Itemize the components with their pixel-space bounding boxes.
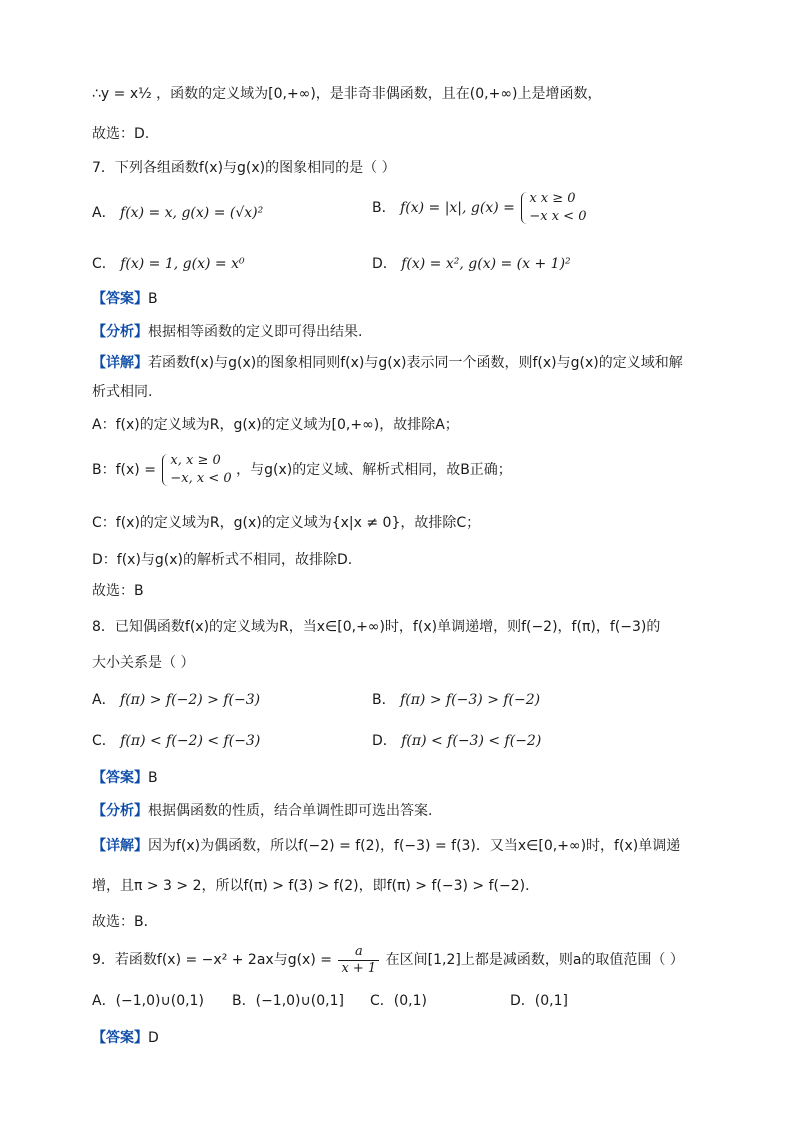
q7-analysis (92, 322, 362, 342)
answer-value: B (148, 291, 158, 307)
fraction (338, 944, 379, 977)
question-9 (92, 942, 684, 978)
analysis-text: 根据偶函数的性质，结合单调性即可选出答案. (148, 803, 433, 819)
q9-suffix: 在区间[1,2]上都是减函数，则a的取值范围（ ） (385, 952, 684, 968)
answer-tag: 【答案】 (92, 1030, 148, 1046)
fraction-denominator: x + 1 (341, 960, 377, 976)
q7-detail (92, 353, 683, 373)
answer-tag: 【答案】 (92, 291, 148, 307)
q7-option-a (92, 203, 263, 223)
question-8-cont: 大小关系是（ ） (92, 655, 195, 671)
prev-selection: 故选：D. (92, 126, 150, 142)
q7-option-b (372, 190, 586, 226)
option-label: A． (92, 692, 116, 708)
analysis-text: 根据相等函数的定义即可得出结果. (148, 324, 363, 340)
question-7: 7．下列各组函数f(x)与g(x)的图象相同的是（ ） (92, 160, 396, 176)
q8-selection: 故选：B． (92, 914, 158, 930)
option-formula: f(x) = x, g(x) = (√x)² (120, 205, 264, 221)
q7-option-c (92, 254, 245, 274)
q7-selection: 故选：B (92, 583, 144, 599)
q8-answer (92, 768, 158, 788)
q7-detail-b (92, 450, 512, 490)
detail-tag: 【详解】 (92, 838, 148, 854)
option-formula: f(x) = |x|, g(x) = (400, 200, 515, 216)
prev-solution-line: ∴y = x½ ，函数的定义域为[0,+∞)，是非奇非偶函数，且在(0,+∞)上是增函数， (92, 86, 602, 102)
case-2: −x x < 0 (529, 209, 587, 224)
q8-option-b (372, 690, 540, 710)
option-formula: f(π) < f(−3) < f(−2) (401, 733, 542, 749)
q9-option-d: D．(0,1] (510, 993, 568, 1009)
detail-b-prefix: B：f(x) = (92, 462, 156, 478)
option-formula: f(π) < f(−2) < f(−3) (120, 733, 261, 749)
q8-option-d (372, 731, 541, 751)
option-label: D． (372, 256, 397, 272)
q7-option-d (372, 254, 571, 274)
option-formula: f(x) = 1, g(x) = x⁰ (120, 256, 245, 272)
analysis-tag: 【分析】 (92, 324, 148, 340)
q9-answer (92, 1028, 159, 1048)
option-formula: f(π) > f(−3) > f(−2) (400, 692, 541, 708)
answer-value: B (148, 770, 158, 786)
q9-option-b: B．(−1,0)∪(0,1] (232, 993, 344, 1009)
detail-b-suffix: ，与g(x)的定义域、解析式相同，故B正确； (236, 462, 512, 478)
option-label: A． (92, 205, 116, 221)
q9-option-c: C．(0,1) (370, 993, 427, 1009)
option-formula: f(x) = x², g(x) = (x + 1)² (401, 256, 571, 272)
option-label: D． (372, 733, 397, 749)
option-label: C． (92, 733, 116, 749)
q8-analysis (92, 801, 432, 821)
fraction-numerator: a (338, 944, 379, 961)
q9-option-a: A．(−1,0)∪(0,1) (92, 993, 204, 1009)
q7-detail-cont: 析式相同. (92, 384, 153, 400)
q8-detail (92, 836, 680, 856)
answer-tag: 【答案】 (92, 770, 148, 786)
option-label: C． (92, 256, 116, 272)
detail-text: 因为f(x)为偶函数，所以f(−2) = f(2)，f(−3) = f(3)．又当x∈[0,+∞)时，f(x)单调递 (148, 838, 681, 854)
analysis-tag: 【分析】 (92, 803, 148, 819)
q7-detail-d: D：f(x)与g(x)的解析式不相同，故排除D. (92, 552, 353, 568)
q7-answer (92, 289, 158, 309)
piecewise-brace (519, 190, 586, 226)
q8-option-c (92, 731, 260, 751)
piecewise-brace (160, 452, 231, 488)
q8-detail-cont: 增，且π > 3 > 2，所以f(π) > f(3) > f(2)，即f(π) > f(−3) > f(−2)． (92, 878, 540, 894)
q8-option-a (92, 690, 260, 710)
detail-text: 若函数f(x)与g(x)的图象相同则f(x)与g(x)表示同一个函数，则f(x)与g(x)的定义域和解 (148, 355, 683, 371)
answer-value: D (148, 1030, 159, 1046)
q7-detail-a: A：f(x)的定义域为R，g(x)的定义域为[0,+∞)，故排除A； (92, 417, 459, 433)
question-8: 8．已知偶函数f(x)的定义域为R，当x∈[0,+∞)时，f(x)单调递增，则f(−2)，f(π)，f(−3)的 (92, 619, 661, 635)
option-formula: f(π) > f(−2) > f(−3) (120, 692, 261, 708)
case-2: −x, x < 0 (170, 471, 232, 486)
q9-prefix: 9．若函数f(x) = −x² + 2ax与g(x) = (92, 952, 332, 968)
case-1: x x ≥ 0 (529, 191, 576, 206)
detail-tag: 【详解】 (92, 355, 148, 371)
q7-detail-c: C：f(x)的定义域为R，g(x)的定义域为{x|x ≠ 0}，故排除C； (92, 515, 481, 531)
option-label: B． (372, 200, 396, 216)
option-label: B． (372, 692, 396, 708)
case-1: x, x ≥ 0 (170, 453, 221, 468)
